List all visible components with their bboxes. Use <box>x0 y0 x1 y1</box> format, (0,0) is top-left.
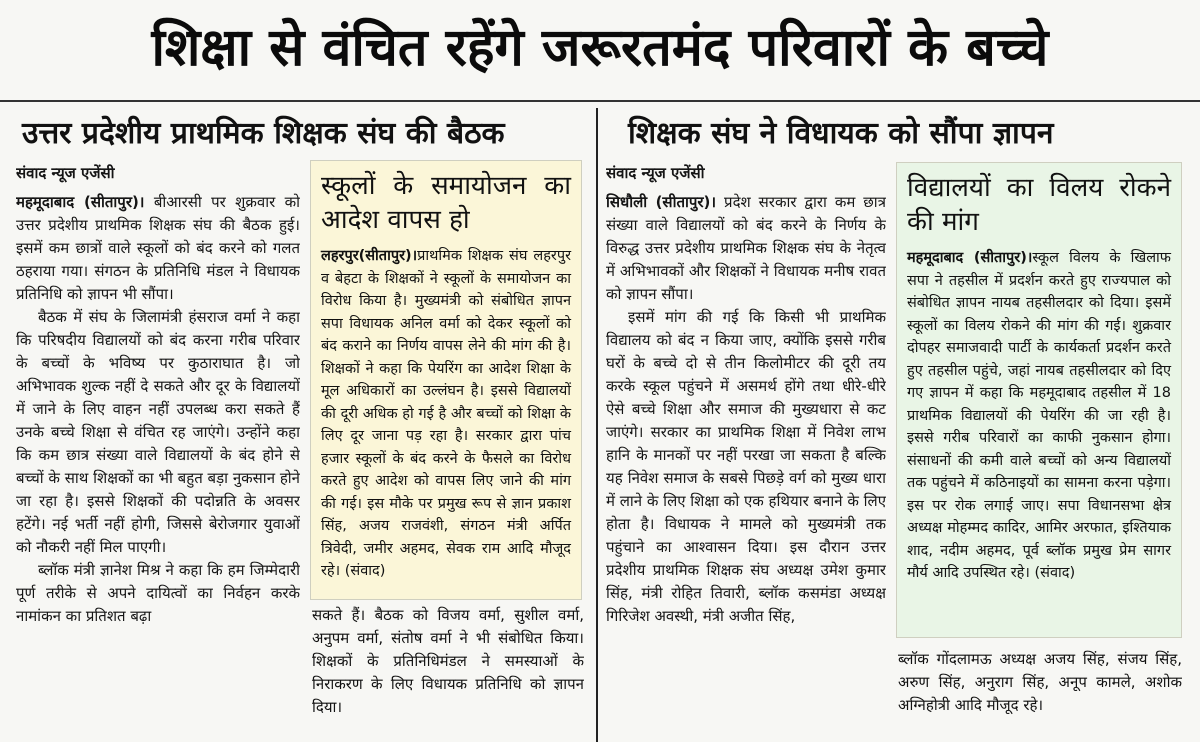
green-box-title: विद्यालयों का विलय रोकने की मांग <box>907 173 1171 237</box>
divider-top <box>0 100 1200 102</box>
sidebar-box-green <box>896 162 1182 638</box>
left-story-title: उत्तर प्रदेशीय प्राथमिक शिक्षक संघ की बैठक <box>22 116 505 151</box>
right-story-column-1 <box>606 162 886 742</box>
left-story-continuation: सकते हैं। बैठक को विजय वर्मा, सुशील वर्मा, अनुपम वर्मा, संतोष वर्मा ने भी संबोधित किया। शिक्षकों के प्रतिनिधिमंडल ने समस्याओं के निराकरण के लिए विधायक प्रतिनिधि को ज्ञापन दिया। <box>312 606 584 716</box>
yellow-box-body: लहरपुर(सीतापुर)।प्राथमिक शिक्षक संघ लहरपुर व बेहटा के शिक्षकों ने स्कूलों के समायोजन का विरोध किया है। मुख्यमंत्री को संबोधित ज्ञापन सपा विधायक अनिल वर्मा को देकर स्कूलों को बंद कराने का निर्णय वापस लेने की मांग की है। शिक्षकों ने कहा कि पेयरिंग का आदेश शिक्षा के मूल अधिकारों का उल्लंघन है। इससे विद्यालयों की दूरी अधिक हो गई है और बच्चों को शिक्षा के लिए दूर जाना पड़ रहा है। सरकार द्वारा पांच हजार स्कूलों के बंद करने के फैसले का विरोध करते हुए आदेश को वापस लिए जाने की मांग की गई। इस मौके पर प्रमुख रूप से ज्ञान प्रकाश सिंह, अजय राजवंशी, संगठन मंत्री अर्पित त्रिवेदी, जमीर अहमद, सेवक राम आदि मौजूद रहे। (संवाद) <box>321 248 571 579</box>
headline: शिक्षा से वंचित रहेंगे जरूरतमंद परिवारों के बच्चे <box>151 18 1049 78</box>
right-story-continuation: ब्लॉक गोंदलामऊ अध्यक्ष अजय सिंह, संजय सिंह, अरुण सिंह, अनुराग सिंह, अनूप कामले, अशोक अग्निहोत्री आदि मौजूद रहे। <box>898 650 1182 714</box>
green-box-body: महमूदाबाद (सीतापुर)।स्कूल विलय के खिलाफ सपा ने तहसील में प्रदर्शन करते हुए राज्यपाल को संबोधित ज्ञापन नायब तहसीलदार को दिया। इसमें स्कूलों का विलय रोकने की मांग की गई। शुक्रवार दोपहर समाजवादी पार्टी के कार्यकर्ता प्रदर्शन करते हुए तहसील पहुंचे, जहां नायब तहसीलदार को दिए गए ज्ञापन में कहा कि महमूदाबाद तहसील में 18 प्राथमिक विद्यालयों की पेयरिंग की जा रही है। इससे गरीब परिवारों का काफी नुकसान होगा। संसाधनों की कमी वाले बच्चों को अन्य विद्यालयों तक पहुंचने में कठिनाइयों का सामना करना पड़ेगा। इस पर रोक लगाई जाए। सपा विधानसभा क्षेत्र अध्यक्ष मोहम्मद कादिर, आमिर अरफात, इश्तियाक शाद, नदीम अहमद, पूर्व ब्लॉक प्रमुख प्रेम सागर मौर्य आदि उपस्थित रहे। (संवाद) <box>907 250 1171 581</box>
left-dateline: महमूदाबाद (सीतापुर)। <box>16 193 145 211</box>
left-paragraph-1: महमूदाबाद (सीतापुर)। बीआरसी पर शुक्रवार को उत्तर प्रदेशीय प्राथमिक शिक्षक संघ की बैठक हुई। इसमें कम छात्रों वाले स्कूलों को बंद करने को गलत ठहराया गया। संगठन के प्रतिनिधि मंडल ने विधायक प्रतिनिधि को ज्ञापन भी सौंपा। <box>16 193 300 303</box>
right-paragraph-2: इसमें मांग की गई कि किसी भी प्राथमिक विद्यालय को बंद न किया जाए, क्योंकि इससे गरीब घरों के बच्चे दो से तीन किलोमीटर की दूरी तय करके स्कूल पहुंचने में असमर्थ होंगे तथा धीरे-धीरे ऐसे बच्चे शिक्षा और समाज की मुख्यधारा से कट जाएंगे। सरकार का प्राथमिक शिक्षा में निवेश लाभ हानि के मानकों पर नहीं परखा जा सकता है बल्कि यह निवेश समाज के सबसे पिछड़े वर्ग को मुख्य धारा में लाने के लिए शिक्षा को एक हथियार बनाने के लिए होता है। विधायक ने मामले को मुख्यमंत्री तक पहुंचाने का आश्वासन दिया। इस दौरान उत्तर प्रदेशीय प्राथमिक शिक्षक संघ अध्यक्ष उमेश कुमार सिंह, मंत्री रोहित तिवारी, ब्लॉक कसमंडा अध्यक्ष गिरिजेश अवस्थी, मंत्री अजीत सिंह, <box>606 308 886 625</box>
center-divider <box>596 108 598 742</box>
left-byline: संवाद न्यूज एजेंसी <box>16 164 115 182</box>
left-story-column-1 <box>16 162 300 742</box>
right-paragraph-1: सिधौली (सीतापुर)। प्रदेश सरकार द्वारा कम छात्र संख्या वाले विद्यालयों को बंद करने के निर्णय के विरुद्ध उत्तर प्रदेशीय प्राथमिक शिक्षक संघ के नेतृत्व में अभिभावकों और शिक्षकों ने विधायक मनीष रावत को ज्ञापन सौंपा। <box>606 193 886 303</box>
left-paragraph-2: बैठक में संघ के जिलामंत्री हंसराज वर्मा ने कहा कि परिषदीय विद्यालयों को बंद करना गरीब परिवार के बच्चों के भविष्य पर कुठाराघात है। जो अभिभावक शुल्क नहीं दे सकते और दूर के विद्यालयों में जाने के लिए वाहन नहीं उपलब्ध करा सकते हैं उनके बच्चे शिक्षा से वंचित रह जाएंगे। उन्होंने कहा कि कम छात्र संख्या वाले विद्यालयों के बंद होने से बच्चों के साथ शिक्षकों का भी बहुत बड़ा नुकसान होने जा रहा है। इससे शिक्षकों की पदोन्नति के अवसर हटेंगे। नई भर्ती नहीं होगी, जिससे बेरोजगार युवाओं को नौकरी नहीं मिल पाएगी। <box>16 308 300 556</box>
right-dateline: सिधौली (सीतापुर)। <box>606 193 717 211</box>
right-story-title: शिक्षक संघ ने विधायक को सौंपा ज्ञापन <box>628 116 1054 151</box>
right-byline: संवाद न्यूज एजेंसी <box>606 164 705 182</box>
sidebar-box-yellow <box>310 160 582 600</box>
left-paragraph-3: ब्लॉक मंत्री ज्ञानेश मिश्र ने कहा कि हम जिम्मेदारी पूर्ण तरीके से अपने दायित्वों का निर्वहन करके नामांकन का प्रतिशत बढ़ा <box>16 561 300 625</box>
yellow-box-title: स्कूलों के समायोजन का आदेश वापस हो <box>321 171 571 235</box>
